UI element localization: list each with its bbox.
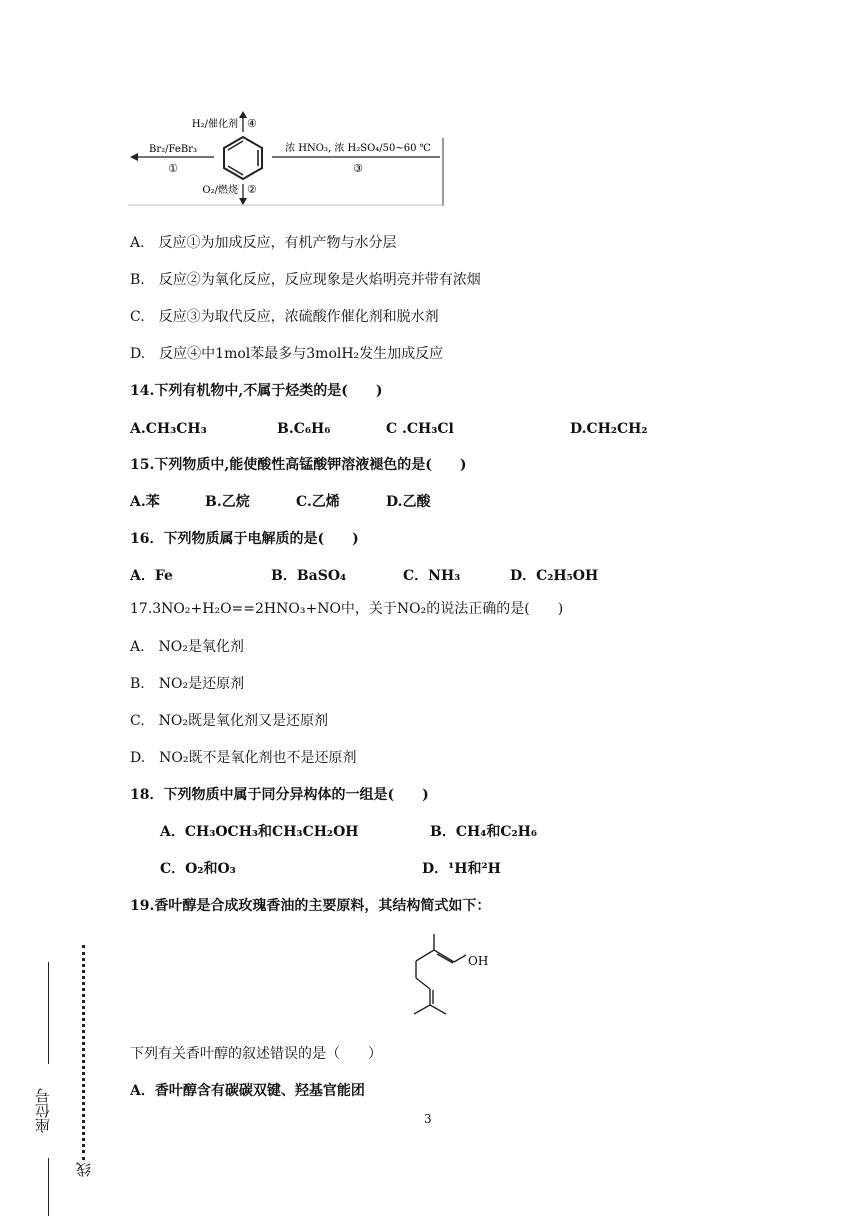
margin-rule-upper — [48, 962, 49, 1064]
seat-number-label: 座位号 — [34, 1088, 52, 1133]
q13-option-b: B. 反应②为氧化反应，反应现象是火焰明亮并带有浓烟 — [130, 272, 481, 288]
q13-option-d: D. 反应④中1mol苯最多与3molH₂发生加成反应 — [130, 346, 444, 362]
label-bottom: O₂/燃烧 — [202, 185, 238, 196]
q17-option-d: D. NO₂既不是氧化剂也不是还原剂 — [130, 750, 357, 766]
q13-option-c: C. 反应③为取代反应，浓硫酸作催化剂和脱水剂 — [130, 309, 439, 325]
q17-option-c: C. NO₂既是氧化剂又是还原剂 — [130, 713, 329, 729]
reaction-scheme-svg — [128, 110, 444, 206]
q18-stem: 18．下列物质中属于同分异构体的一组是( ) — [130, 787, 429, 803]
q15-stem: 15.下列物质中,能使酸性高锰酸钾溶液褪色的是( ) — [130, 457, 467, 473]
label-left: Br₂/FeBr₃ — [149, 144, 197, 155]
q17-option-b: B. NO₂是还原剂 — [130, 676, 245, 692]
num-right: ③ — [353, 162, 363, 175]
q19-option-a: A．香叶醇含有碳碳双键、羟基官能团 — [130, 1083, 365, 1099]
q13-option-a: A. 反应①为加成反应，有机产物与水分层 — [130, 235, 397, 251]
num-top: ④ — [247, 117, 257, 130]
benzene-ring — [224, 137, 262, 179]
q14-option-a: A.CH₃CH₃ — [130, 421, 207, 437]
margin-rule-lower — [48, 1158, 49, 1216]
q16-stem: 16．下列物质属于电解质的是( ) — [130, 531, 359, 547]
q15-option-b: B.乙烷 — [205, 494, 250, 510]
q14-stem: 14.下列有机物中,不属于烃类的是( ) — [130, 383, 383, 399]
q16-option-c: C．NH₃ — [403, 568, 461, 584]
q18-option-a: A．CH₃OCH₃和CH₃CH₂OH — [160, 824, 359, 840]
q16-option-b: B．BaSO₄ — [271, 568, 347, 584]
q17-stem: 17.3NO₂+H₂O==2HNO₃+NO中，关于NO₂的说法正确的是( ) — [130, 601, 564, 617]
geraniol-structure — [400, 928, 500, 1020]
binding-line-char: 线 — [75, 1162, 93, 1177]
geraniol-svg — [400, 928, 500, 1020]
oh-label: OH — [468, 954, 489, 968]
num-left: ① — [168, 162, 178, 175]
q15-option-d: D.乙酸 — [386, 494, 431, 510]
q15-option-c: C.乙烯 — [296, 494, 340, 510]
q19-sub-stem: 下列有关香叶醇的叙述错误的是（ ） — [130, 1046, 382, 1062]
label-right: 浓 HNO₃, 浓 H₂SO₄/50~60 ℃ — [285, 143, 431, 154]
q14-option-b: B.C₆H₆ — [277, 421, 331, 437]
q19-stem: 19.香叶醇是合成玫瑰香油的主要原料，其结构简式如下： — [130, 898, 491, 914]
q18-option-c: C．O₂和O₃ — [160, 861, 236, 877]
num-bottom: ② — [247, 183, 257, 196]
q18-option-b: B．CH₄和C₂H₆ — [430, 824, 537, 840]
q14-option-d: D.CH₂CH₂ — [570, 421, 648, 437]
q18-option-d: D．¹H和²H — [422, 861, 501, 877]
q15-option-a: A.苯 — [130, 494, 160, 510]
q14-option-c: C .CH₃Cl — [386, 421, 454, 437]
label-top: H₂/催化剂 — [191, 119, 238, 130]
reaction-scheme — [128, 110, 444, 206]
q16-option-a: A．Fe — [130, 568, 173, 584]
page-number: 3 — [424, 1112, 432, 1126]
q16-option-d: D．C₂H₅OH — [510, 568, 599, 584]
binding-dotted-line — [82, 945, 85, 1160]
q17-option-a: A. NO₂是氧化剂 — [130, 639, 244, 655]
